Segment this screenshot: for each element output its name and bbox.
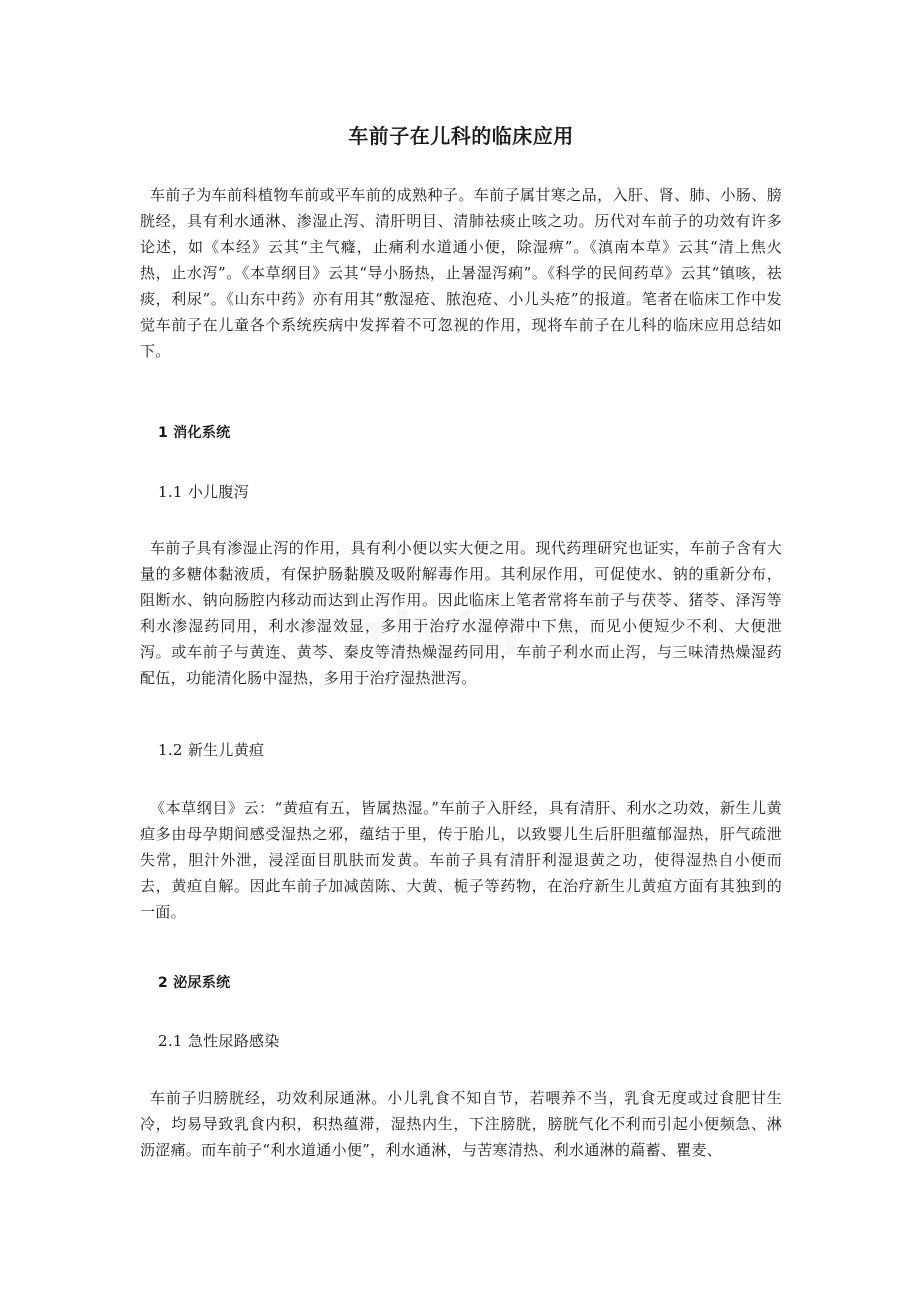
subsection-heading-uti: 2.1 急性尿路感染 <box>158 1032 280 1050</box>
intro-paragraph: 车前子为车前科植物车前或平车前的成熟种子。车前子属甘寒之品，入肝、肾、肺、小肠、膀胱经，具有利水通淋、渗湿止泻、清肝明目、清肺祛痰止咳之功。历代对车前子的功效有许多论述，如《本经》云其“主气癃，止痛利水道通小便，除湿痹”。《滇南本草》云其“清上焦火热，止水泻”。《本草纲目》云其“导小肠热，止暑湿泻痢”。《科学的民间药草》云其“镇咳，祛痰，利尿”。《山东中药》亦有用其“敷湿疮、脓泡疮、小儿头疮”的报道。笔者在临床工作中发觉车前子在儿童各个系统疾病中发挥着不可忽视的作用，现将车前子在儿科的临床应用总结如下。 <box>140 186 782 360</box>
section-heading-urinary: 2 泌尿系统 <box>158 975 231 991</box>
subsection-heading-jaundice: 1.2 新生儿黄疸 <box>158 741 265 759</box>
section-heading-digestive: 1 消化系统 <box>158 425 231 441</box>
paragraph-diarrhea: 车前子具有渗湿止泻的作用，具有利小便以实大便之用。现代药理研究也证实，车前子含有大量的多糖体黏液质，有保护肠黏膜及吸附解毒作用。其利尿作用，可促使水、钠的重新分布，阻断水、钠向肠腔内移动而达到止泻作用。因此临床上笔者常将车前子与茯苓、猪苓、泽泻等利水渗湿药同用，利水渗湿效显，多用于治疗水湿停滞中下焦，而见小便短少不利、大便泄泻。或车前子与黄连、黄芩、秦皮等清热燥湿药同用，车前子利水而止泻，与三味清热燥湿药配伍，功能清化肠中湿热，多用于治疗湿热泄泻。 <box>140 539 782 687</box>
document-title: 车前子在儿科的临床应用 <box>348 124 574 148</box>
paragraph-jaundice: 《本草纲目》云：“黄疸有五，皆属热湿。”车前子入肝经，具有清肝、利水之功效，新生儿黄疸多由母孕期间感受湿热之邪，蕴结于里，传于胎儿，以致婴儿生后肝胆蕴郁湿热，肝气疏泄失常，胆汁外泄，浸淫面目肌肤而发黄。车前子具有清肝利湿退黄之功，使得湿热自小便而去，黄疸自解。因此车前子加减茵陈、大黄、栀子等药物，在治疗新生儿黄疸方面有其独到的一面。 <box>140 799 782 921</box>
subsection-heading-diarrhea: 1.1 小儿腹泻 <box>158 483 250 501</box>
paragraph-uti: 车前子归膀胱经，功效利尿通淋。小儿乳食不知自节，若喂养不当，乳食无度或过食肥甘生冷，均易导致乳食内积，积热蕴滞，湿热内生，下注膀胱，膀胱气化不利而引起小便频急、淋沥涩痛。而车前子“利水道通小便”，利水通淋，与苦寒清热、利水通淋的萹蓄、瞿麦、 <box>140 1089 782 1159</box>
